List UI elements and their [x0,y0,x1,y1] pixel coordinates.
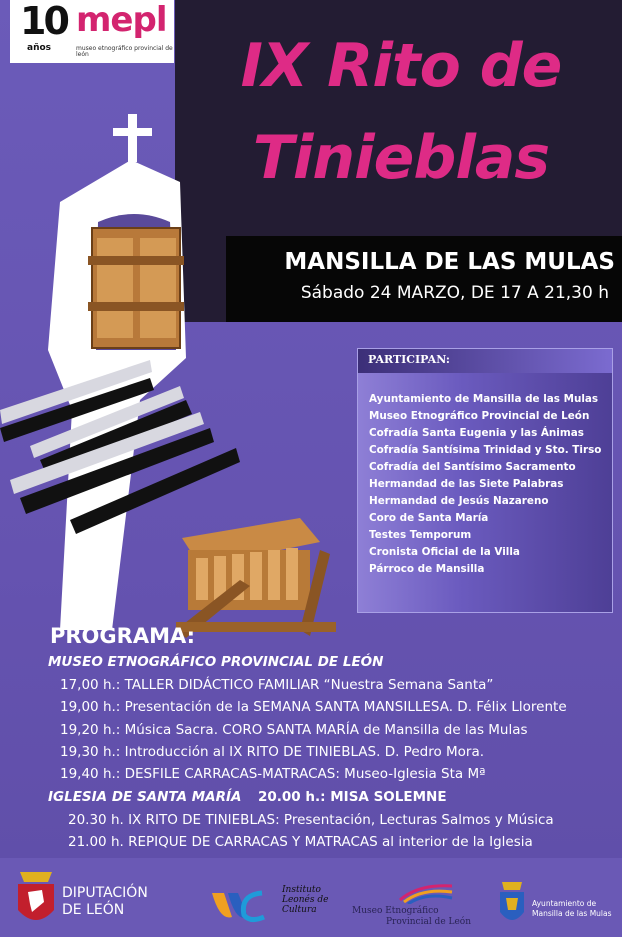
program-line: 19,40 h.: DESFILE CARRACAS-MATRACAS: Museo-Iglesia Sta Mª [60,766,486,782]
list-item: Cofradía Santa Eugenia y las Ánimas [369,427,584,439]
carraca-icon [176,518,336,638]
event-place: MANSILLA DE LAS MULAS [284,249,615,275]
title-line-2: Tinieblas [252,123,550,193]
ayuntamiento-shield-icon [498,880,526,928]
church-illustration [0,110,340,650]
list-item: Hermandad de Jesús Nazareno [369,495,549,507]
ilc-logo-icon [210,887,266,927]
event-date: Sábado 24 MARZO, DE 17 A 21,30 h [300,283,609,303]
logo-brand: mepl [76,0,167,40]
ilc-line-1: Instituto [282,885,321,895]
logo-subtitle: museo etnográfico provincial de león [76,45,173,58]
participants-panel [357,348,613,613]
cross-icon [128,114,137,162]
logo-anos: años [27,43,52,53]
program-line: 19,30 h.: Introducción al IX RITO DE TINIEBLAS. D. Pedro Mora. [60,744,485,760]
list-item: Testes Temporum [369,529,472,541]
ilc-line-2: Leonés de [282,895,329,905]
program-line: 19,20 h.: Música Sacra. CORO SANTA MARÍA de Mansilla de las Mulas [60,722,528,738]
mepl-logo [10,0,174,63]
program-line: 17,00 h.: TALLER DIDÁCTICO FAMILIAR “Nuestra Semana Santa” [60,677,494,693]
program-venue-church: IGLESIA DE SANTA MARÍA [48,789,242,805]
program-line: 21.00 h. REPIQUE DE CARRACAS Y MATRACAS al interior de la Iglesia [68,834,533,850]
list-item: Hermandad de las Siete Palabras [369,478,564,490]
list-item: Ayuntamiento de Mansilla de las Mulas [369,393,599,405]
list-item: Museo Etnográfico Provincial de León [369,410,590,422]
program-mass-time: 20.00 h.: MISA SOLEMNE [258,789,447,805]
program-heading: PROGRAMA: [50,624,196,648]
diputacion-line-2: DE LEÓN [62,902,125,918]
list-item: Párroco de Mansilla [369,563,485,575]
ilc-label [282,885,328,915]
title-line-1: IX Rito de [240,31,562,101]
ilc-line-3: Cultura [282,905,317,915]
diputacion-label [62,885,148,919]
museo-logo-icon [398,882,454,904]
diputacion-shield-icon [14,868,58,930]
program-line: 20.30 h. IX RITO DE TINIEBLAS: Presentación, Lecturas Salmos y Música [68,812,554,828]
diputacion-line-1: DIPUTACIÓN [62,885,148,901]
participants-list [369,391,601,578]
list-item: Cronista Oficial de la Villa [369,546,520,558]
program-line: 19,00 h.: Presentación de la SEMANA SANTA MANSILLESA. D. Félix Llorente [60,699,567,715]
ayuntamiento-line-1: Ayuntamiento de [532,899,597,908]
program-venue-museum: MUSEO ETNOGRÁFICO PROVINCIAL DE LEÓN [48,654,384,670]
ayuntamiento-line-2: Mansilla de las Mulas [532,909,612,918]
list-item: Cofradía del Santísimo Sacramento [369,461,576,473]
list-item: Coro de Santa María [369,512,489,524]
museo-line-2: Provincial de León [386,917,472,927]
ayuntamiento-label [532,899,612,919]
museo-line-1: Museo Etnográfico [352,906,439,916]
list-item: Cofradía Santísima Trinidad y Sto. Tirso [369,444,602,456]
participants-heading: PARTICIPAN: [368,353,450,366]
matraca-icon [88,228,184,348]
museo-label [352,906,471,928]
logo-number: 10 [20,0,67,43]
